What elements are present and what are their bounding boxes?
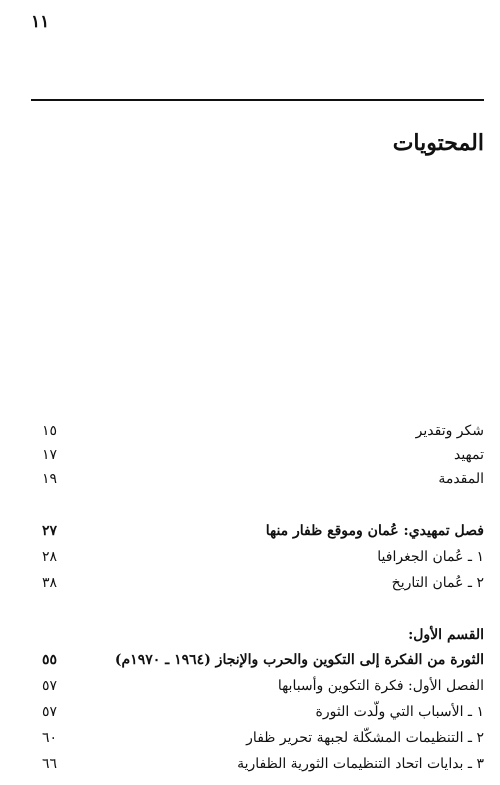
toc-entry-page: ٥٧ bbox=[42, 678, 58, 694]
toc-entry-label: ١ ـ عُمان الجغرافيا bbox=[377, 549, 484, 565]
toc-entry-page: ٥٧ bbox=[42, 704, 58, 720]
toc-entry bbox=[42, 752, 484, 776]
toc-entry bbox=[42, 571, 484, 595]
toc-part-entry bbox=[42, 648, 484, 672]
toc-entry-page: ٥٥ bbox=[42, 652, 58, 668]
toc-entry-page: ٢٨ bbox=[42, 549, 58, 565]
toc-entry bbox=[42, 674, 484, 698]
toc-entry bbox=[42, 443, 484, 467]
toc-part-heading: القسم الأول: bbox=[408, 627, 484, 643]
toc-entry bbox=[42, 467, 484, 491]
toc-entry-page: ٢٧ bbox=[42, 523, 58, 539]
toc-entry-label: ٣ ـ بدايات اتحاد التنظيمات الثورية الظفارية bbox=[237, 756, 484, 772]
toc-entry-label: شكر وتقدير bbox=[415, 423, 484, 439]
toc-entry-label: فصل تمهيدي: عُمان وموقع ظفار منها bbox=[265, 523, 484, 539]
toc-entry bbox=[42, 419, 484, 443]
toc-entry-label: تمهيد bbox=[453, 447, 484, 463]
toc-entry-label: المقدمة bbox=[438, 471, 484, 487]
toc-entry-page: ١٩ bbox=[42, 471, 58, 487]
toc-entry-page: ١٧ bbox=[42, 447, 58, 463]
toc-entry-label: ٢ ـ التنظيمات المشكّلة لجبهة تحرير ظفار bbox=[246, 730, 484, 746]
toc-entry-page: ٦٠ bbox=[42, 730, 58, 746]
toc-entry-label: الثورة من الفكرة إلى التكوين والحرب والإنجاز (١٩٦٤ ـ ١٩٧٠م) bbox=[114, 652, 484, 668]
toc-entry-page: ١٥ bbox=[42, 423, 58, 439]
toc-entry-page: ٣٨ bbox=[42, 575, 58, 591]
toc-chapter-entry bbox=[42, 519, 484, 543]
page-number: ١١ bbox=[31, 12, 50, 32]
toc-entry bbox=[42, 726, 484, 750]
table-of-contents bbox=[42, 0, 484, 785]
toc-entry-label: ٢ ـ عُمان التاريخ bbox=[391, 575, 484, 591]
toc-entry-page: ٦٦ bbox=[42, 756, 58, 772]
toc-entry-label: الفصل الأول: فكرة التكوين وأسبابها bbox=[277, 678, 484, 694]
toc-entry bbox=[42, 700, 484, 724]
toc-entry-label: ١ ـ الأسباب التي ولّدت الثورة bbox=[315, 704, 484, 720]
page-title: المحتويات bbox=[392, 130, 484, 156]
toc-entry bbox=[42, 545, 484, 569]
